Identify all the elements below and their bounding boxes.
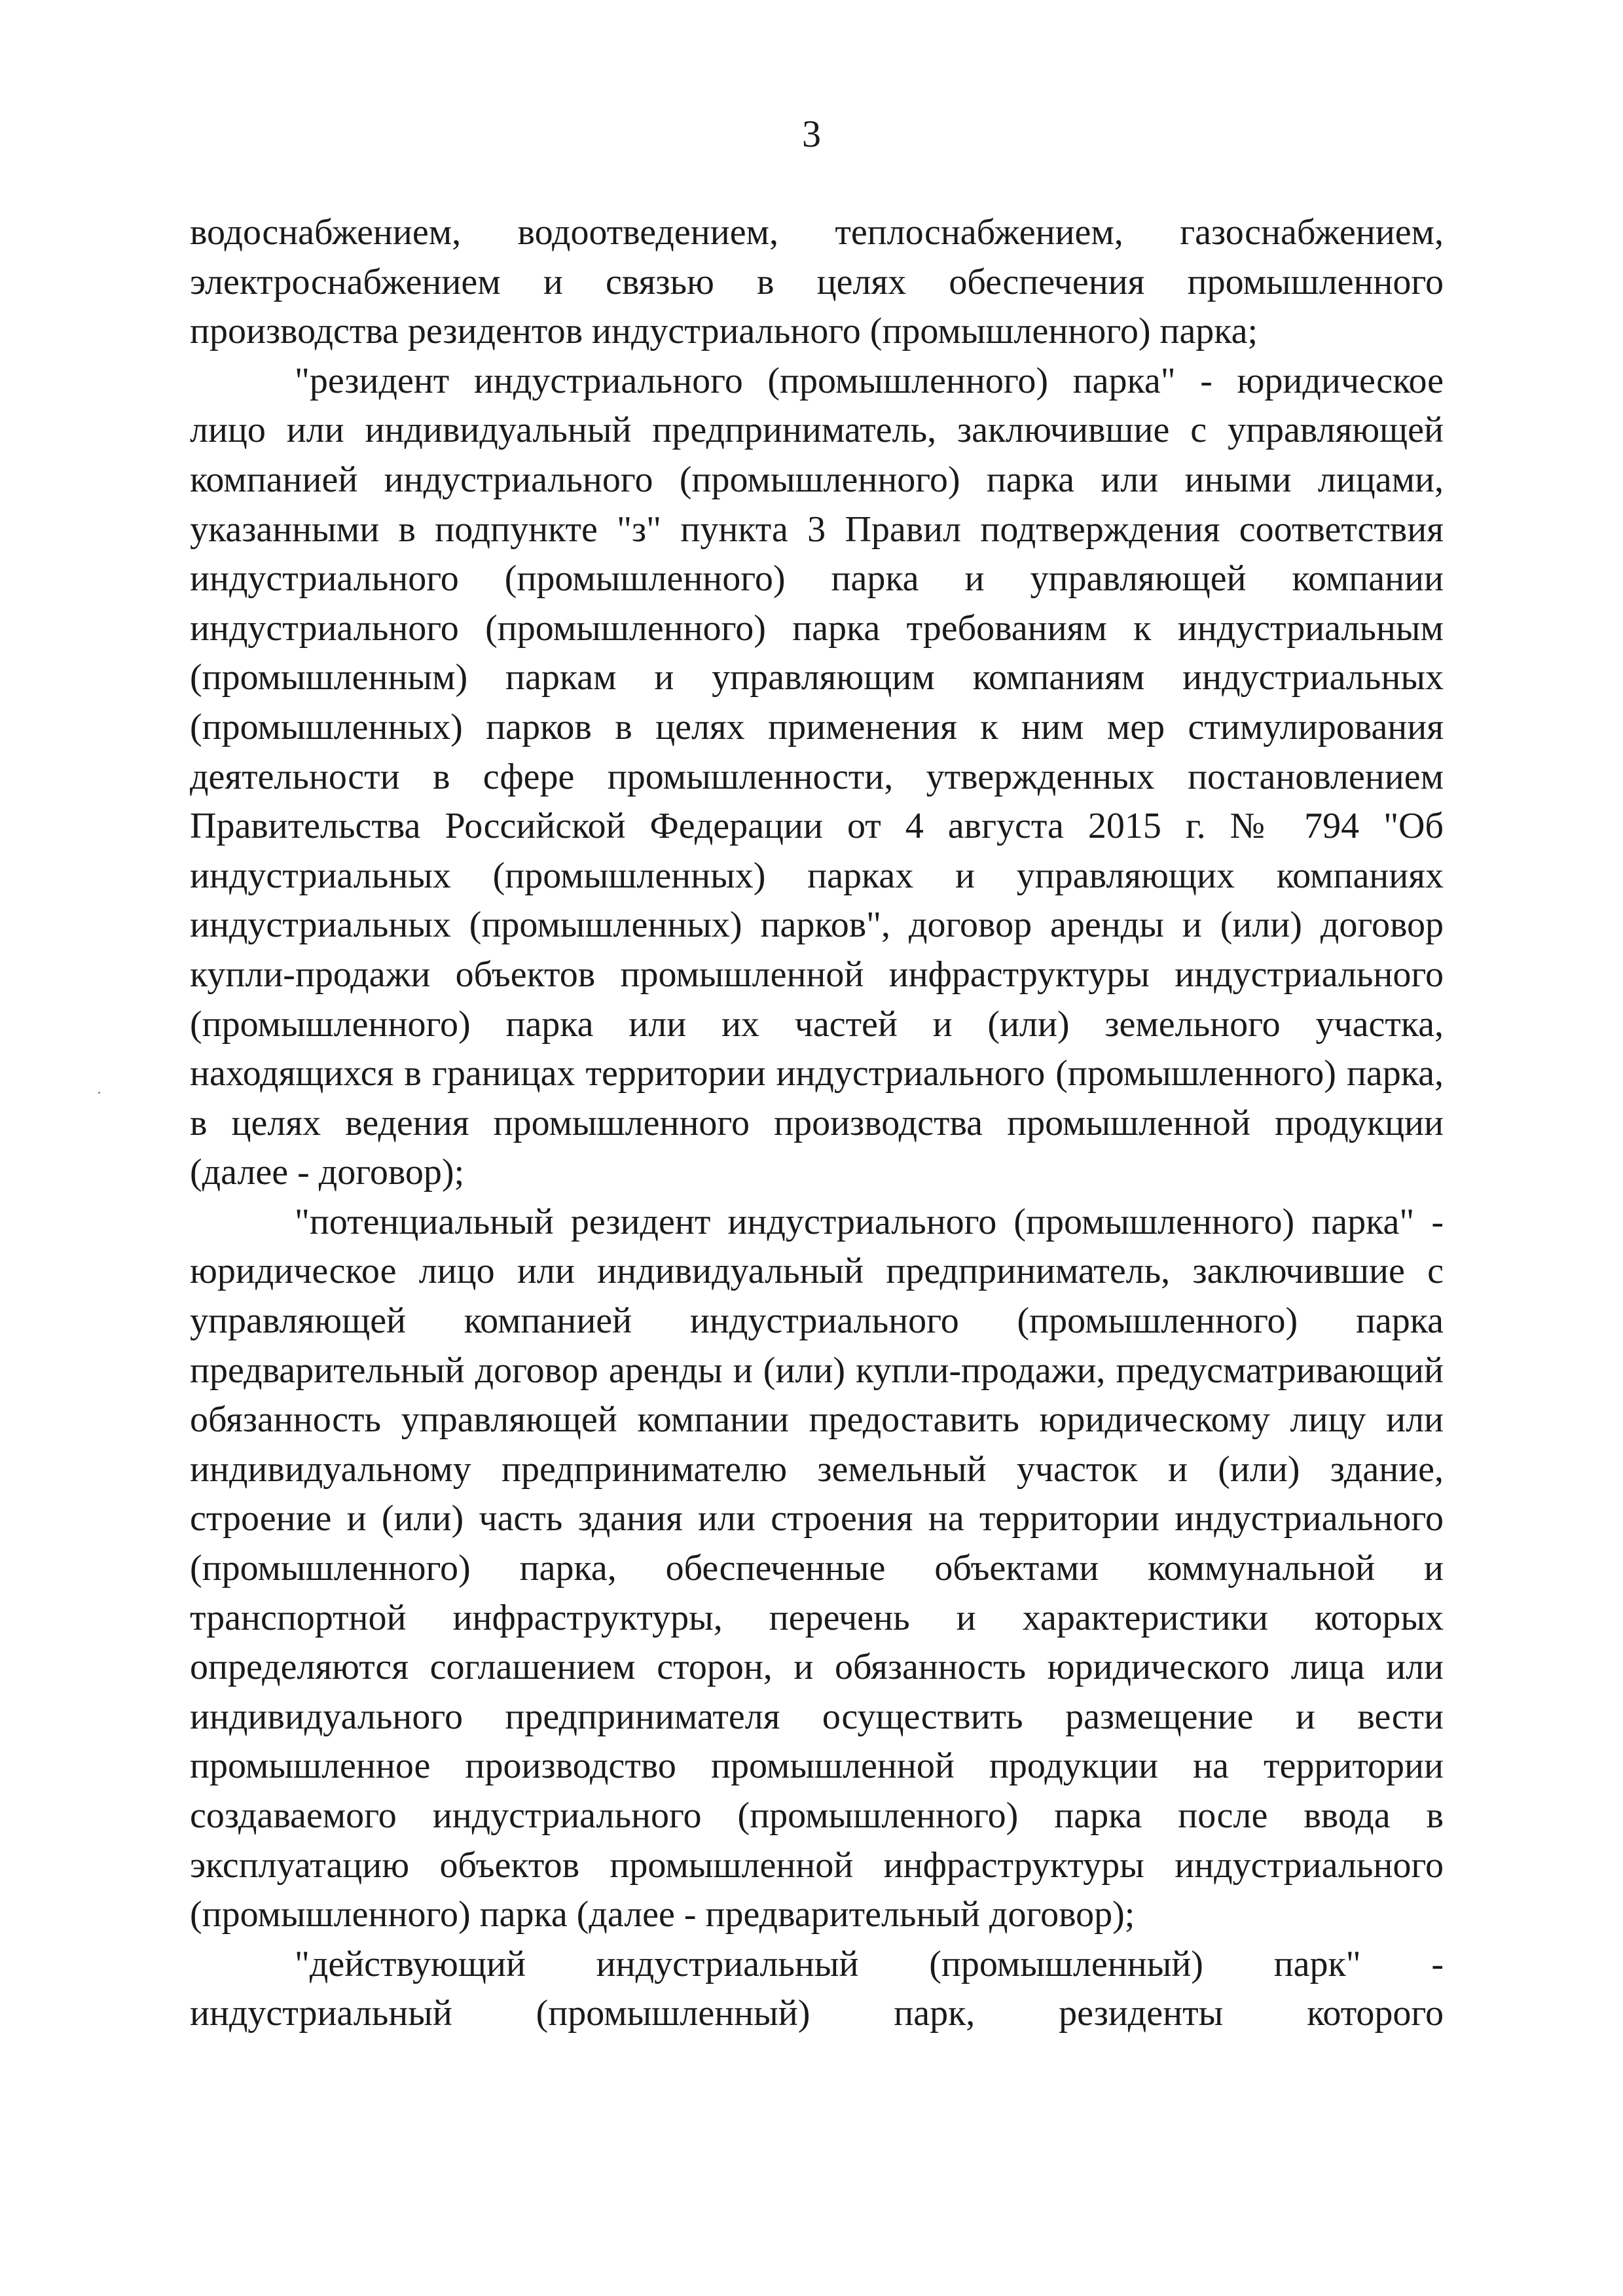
margin-dot (98, 1092, 100, 1094)
page-number: 3 (802, 113, 821, 155)
document-body (190, 208, 1444, 2039)
paragraph-potential-resident-definition: "потенциальный резидент индустриального (промышленного) парка" - юридическое лицо или индивидуальный предприниматель, заключившие с управляющей компанией индустриального (промышленного) парка предварительный договор аренды и (или) купли-продажи, предусматривающий обязанность управляющей компании предоставить юридическому лицу или индивидуальному предпринимателю земельный участок и (или) здание, строение и (или) часть здания или строения на территории индустриального (промышленного) парка, обеспеченные объектами коммунальной и транспортной инфраструктуры, перечень и характеристики которых определяются соглашением сторон, и обязанность юридического лица или индивидуального предпринимателя осуществить размещение и вести промышленное производство промышленной продукции на территории создаваемого индустриального (промышленного) парка после ввода в эксплуатацию объектов промышленной инфраструктуры индустриального (промышленного) парка (далее - предварительный договор); (190, 1201, 1444, 1935)
paragraph-park-resident-definition: "резидент индустриального (промышленного) парка" - юридическое лицо или индивидуальный предприниматель, заключившие с управляющей компанией индустриального (промышленного) парка или иными лицами, указанными в подпункте "з" пункта 3 Правил подтверждения соответствия индустриального (промышленного) парка и управляющей компании индустриального (промышленного) парка требованиям к индустриальным (промышленным) паркам и управляющим компаниям индустриальных (промышленных) парков в целях применения к ним мер стимулирования деятельности в сфере промышленности, утвержденных постановлением Правительства Российской Федерации от 4 августа 2015 г. № 794 "Об индустриальных (промышленных) парках и управляющих компаниях индустриальных (промышленных) парков", договор аренды и (или) договор купли-продажи объектов промышленной инфраструктуры индустриального (промышленного) парка или их частей и (или) земельного участка, находящихся в границах территории индустриального (промышленного) парка, в целях ведения промышленного производства промышленной продукции (далее - договор); (190, 360, 1444, 1193)
paragraph-operating-park-definition: "действующий индустриальный (промышленный) парк" - индустриальный (промышленный) парк, резиденты которого (190, 1943, 1444, 2034)
paragraph-water-supply-continuation: водоснабжением, водоотведением, теплоснабжением, газоснабжением, электроснабжением и связью в целях обеспечения промышленного производства резидентов индустриального (промышленного) парка; (190, 212, 1444, 352)
